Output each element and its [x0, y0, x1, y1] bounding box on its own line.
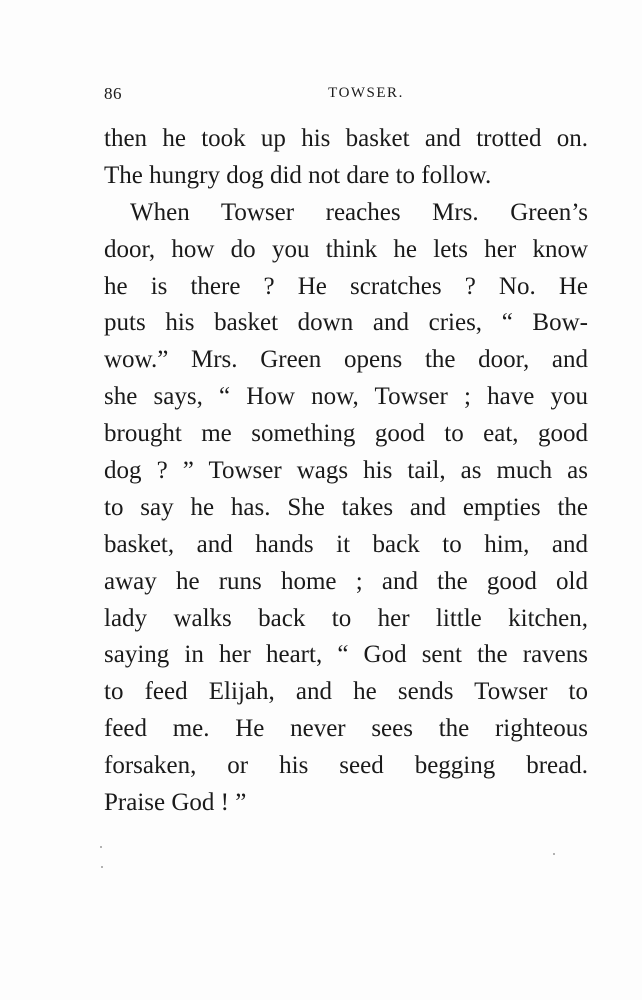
- text-line: wow.” Mrs. Green opens the door, and: [104, 346, 588, 374]
- text-line: to feed Elijah, and he sends Towser to: [104, 678, 588, 706]
- text-line: saying in her heart, “ God sent the ravens: [104, 641, 588, 669]
- text-line: door, how do you think he lets her know: [104, 235, 588, 263]
- text-line: away he runs home ; and the good old: [104, 567, 588, 595]
- text-line: puts his basket down and cries, “ Bow-: [104, 309, 588, 337]
- text-line: feed me. He never sees the righteous: [104, 715, 588, 743]
- text-line: The hungry dog did not dare to follow.: [104, 161, 492, 189]
- page-number: 86: [104, 84, 122, 103]
- body-text: [104, 121, 588, 822]
- text-line: forsaken, or his seed begging bread.: [104, 752, 588, 780]
- text-line: lady walks back to her little kitchen,: [104, 604, 588, 632]
- text-line: basket, and hands it back to him, and: [104, 530, 588, 558]
- text-line: then he took up his basket and trotted on.: [104, 125, 588, 152]
- text-line: she says, “ How now, Towser ; have you: [104, 383, 588, 411]
- paper-speck: [553, 853, 555, 855]
- paper-speck: [100, 846, 102, 848]
- paper-speck: [101, 866, 103, 868]
- text-line: brought me something good to eat, good: [104, 420, 588, 448]
- text-line: Praise God ! ”: [104, 789, 247, 817]
- running-title: TOWSER.: [328, 85, 404, 101]
- text-line: he is there ? He scratches ? No. He: [104, 272, 588, 300]
- text-line: to say he has. She takes and empties the: [104, 493, 588, 521]
- text-line: dog ? ” Towser wags his tail, as much as: [104, 457, 588, 485]
- running-head: [104, 84, 588, 108]
- text-line: When Towser reaches Mrs. Green’s: [130, 198, 588, 226]
